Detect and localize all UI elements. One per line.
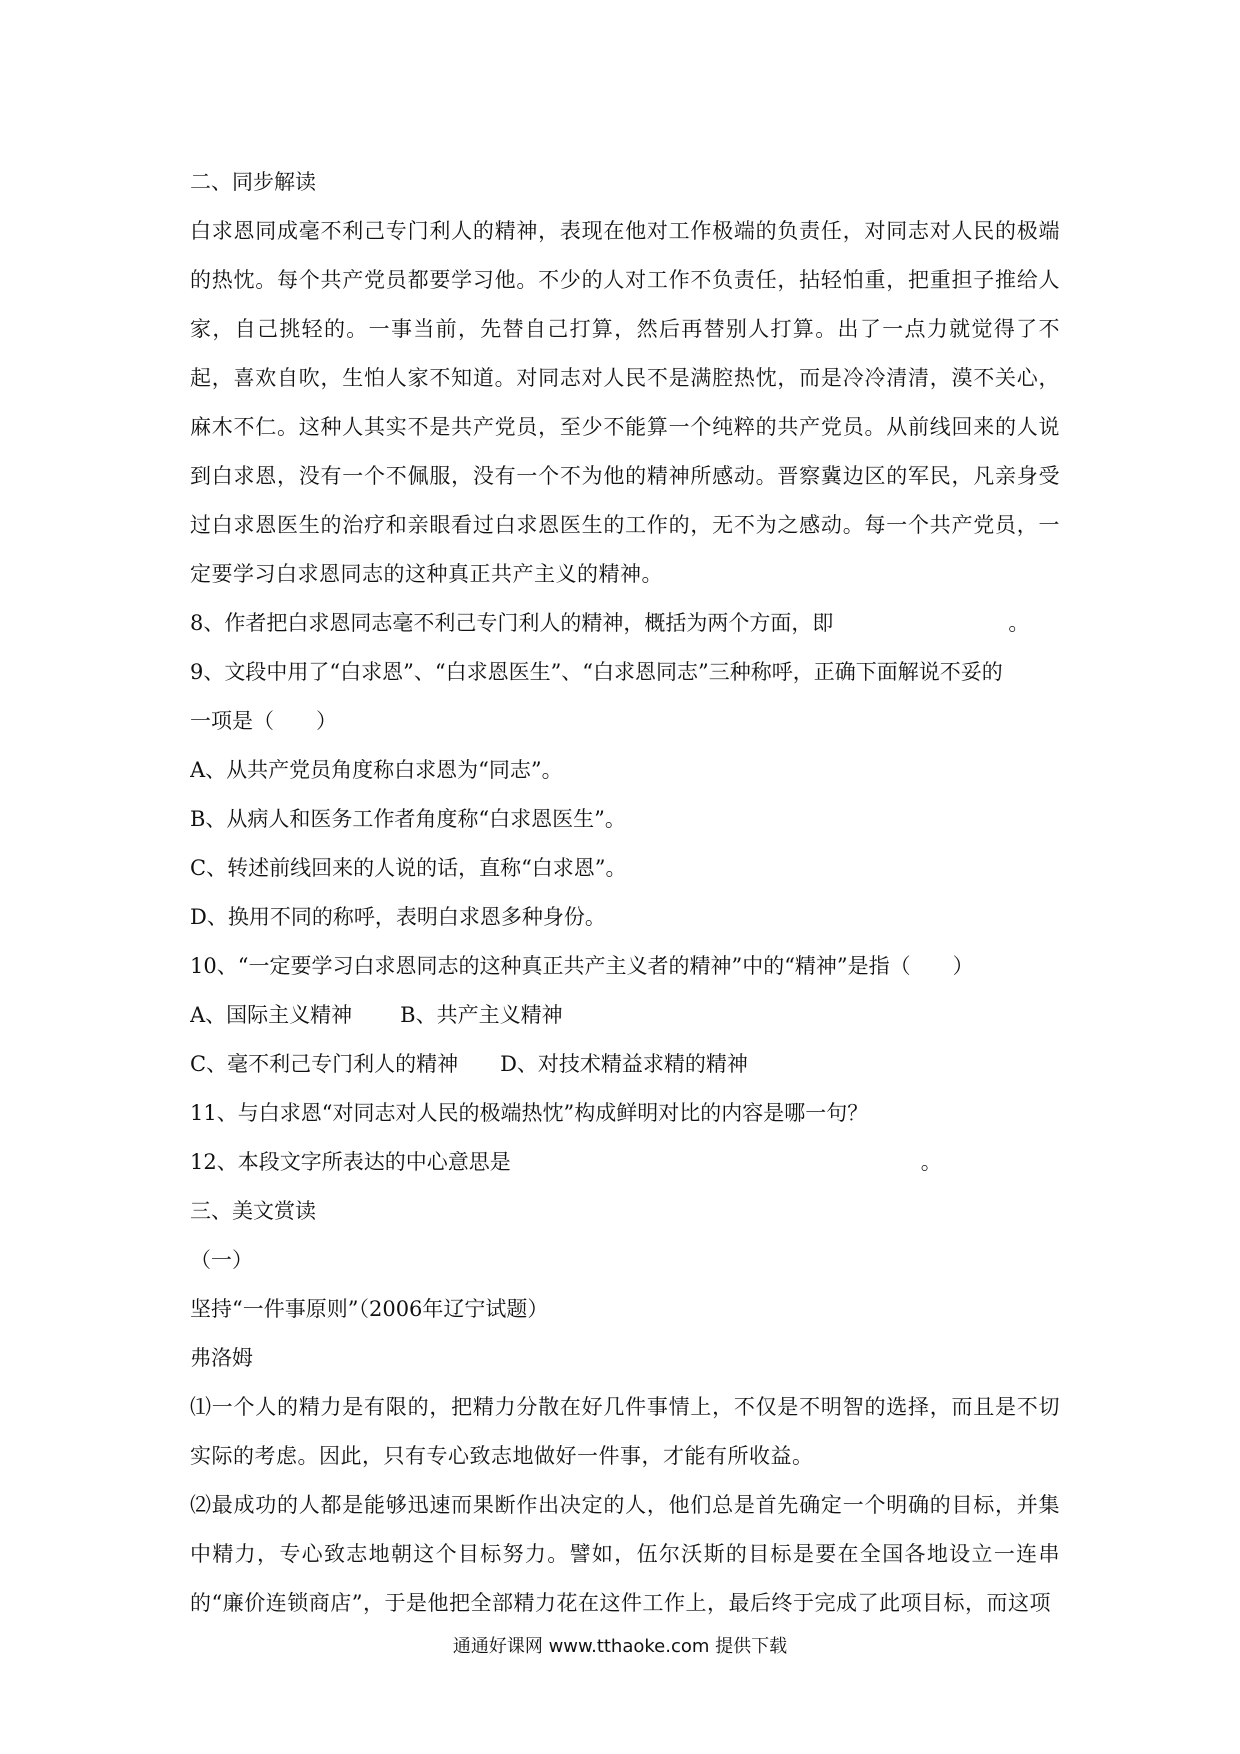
article-paragraph-1: ⑴一个人的精力是有限的，把精力分散在好几件事情上，不仅是不明智的选择，而且是不切实际的考虑。因此，只有专心致志地做好一件事，才能有所收益。 [190,1395,1060,1468]
document-body [190,158,1060,1628]
question-10: 10、“一定要学习白求恩同志的这种真正共产主义者的精神”中的“精神”是指（ ） [190,954,974,978]
question-9-option-a: A、从共产党员角度称白求恩为“同志”。 [190,758,563,782]
question-9-line2: 一项是（ ） [190,709,337,733]
question-10-options-cd [190,1040,1060,1089]
question-9-option-c: C、转述前线回来的人说的话，直称“白求恩”。 [190,856,627,880]
passage-paragraph: 白求恩同成毫不利己专门利人的精神，表现在他对工作极端的负责任，对同志对人民的极端的热忱。每个共产党员都要学习他。不少的人对工作不负责任，拈轻怕重，把重担子推给人家，自己挑轻的。一事当前，先替自己打算，然后再替别人打算。出了一点力就觉得了不起，喜欢自吹，生怕人家不知道。对同志对人民不是满腔热忱，而是冷冷清清，漠不关心，麻木不仁。这种人其实不是共产党员，至少不能算一个纯粹的共产党员。从前线回来的人说到白求恩，没有一个不佩服，没有一个不为他的精神所感动。晋察冀边区的军民，凡亲身受过白求恩医生的治疗和亲眼看过白求恩医生的工作的，无不为之感动。每一个共产党员，一定要学习白求恩同志的这种真正共产主义的精神。 [190,219,1060,586]
subsection-number: （一） [190,1248,253,1272]
question-10-options-ab [190,991,1060,1040]
question-8-end: 。 [1008,611,1030,635]
page-footer: 通通好课网 www.tthaoke.com 提供下载 [452,1636,788,1657]
question-9-option-d: D、换用不同的称呼，表明白求恩多种身份。 [190,905,606,929]
question-12 [190,1138,1060,1187]
section-heading-sync-reading: 二、同步解读 [190,170,316,194]
question-10-option-b: B、共产主义精神 [400,1003,563,1027]
question-9-line1: 9、文段中用了“白求恩”、“白求恩医生”、“白求恩同志”三种称呼，正确下面解说不妥的 [190,660,1003,684]
article-paragraph-2: ⑵最成功的人都是能够迅速而果断作出决定的人，他们总是首先确定一个明确的目标，并集中精力，专心致志地朝这个目标努力。譬如，伍尔沃斯的目标是要在全国各地设立一连串的“廉价连锁商店”，于是他把全部精力花在这件工作上，最后终于完成了此项目标，而这项 [190,1493,1060,1615]
question-9-option-b: B、从病人和医务工作者角度称“白求恩医生”。 [190,807,626,831]
question-11: 11、与白求恩“对同志对人民的极端热忱”构成鲜明对比的内容是哪一句？ [190,1101,869,1125]
question-10-option-d: D、对技术精益求精的精神 [500,1052,748,1076]
question-12-end: 。 [920,1150,942,1174]
question-10-option-a: A、国际主义精神 [190,1003,353,1027]
section-heading-appreciation: 三、美文赏读 [190,1199,316,1223]
article-title: 坚持“一件事原则”（2006年辽宁试题） [190,1297,549,1321]
question-10-option-c: C、毫不利己专门利人的精神 [190,1052,459,1076]
question-8 [190,599,1060,648]
question-8-text: 8、作者把白求恩同志毫不利己专门利人的精神，概括为两个方面，即 [190,611,834,635]
article-author: 弗洛姆 [190,1346,253,1370]
question-12-text: 12、本段文字所表达的中心意思是 [190,1150,511,1174]
